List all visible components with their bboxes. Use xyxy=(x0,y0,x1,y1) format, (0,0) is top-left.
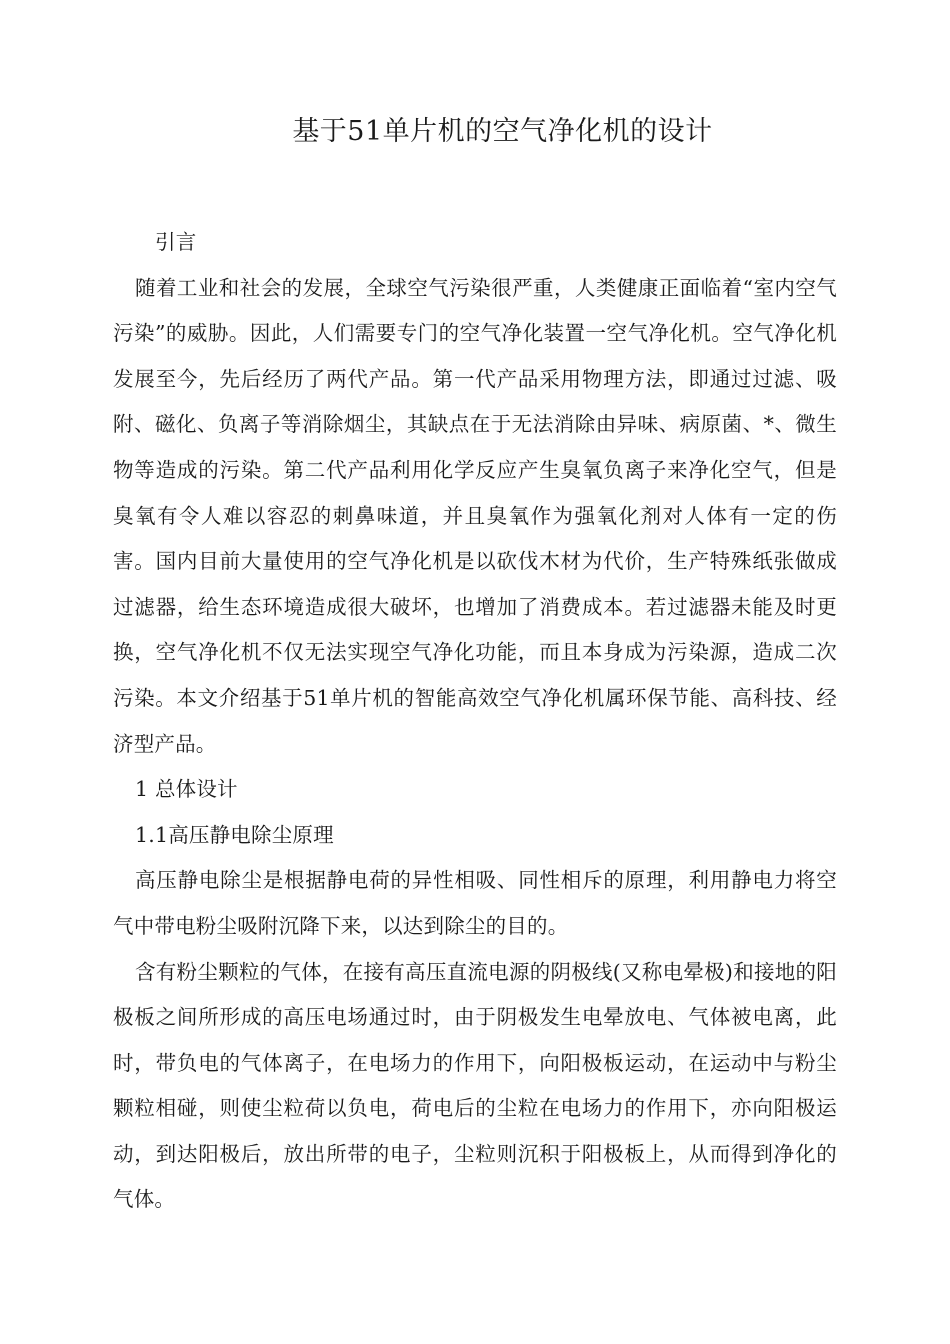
intro-paragraph: 随着工业和社会的发展，全球空气污染很严重，人类健康正面临着“室内空气污染”的威胁。因此，人们需要专门的空气净化装置一空气净化机。空气净化机发展至今，先后经历了两代产品。第一代产品采用物理方法，即通过过滤、吸附、磁化、负离子等消除烟尘，其缺点在于无法消除由异味、病原菌、*、微生物等造成的污染。第二代产品利用化学反应产生臭氧负离子来净化空气，但是臭氧有令人难以容忍的刺鼻味道，并且臭氧作为强氧化剂对人体有一定的伤害。国内目前大量使用的空气净化机是以砍伐木材为代价，生产特殊纸张做成过滤器，给生态环境造成很大破坏，也增加了消费成本。若过滤器未能及时更换，空气净化机不仅无法实现空气净化功能，而且本身成为污染源，造成二次污染。本文介绍基于51单片机的智能高效空气净化机属环保节能、高科技、经济型产品。 xyxy=(113,275,837,756)
intro-heading: 引言 xyxy=(155,230,197,254)
document-body xyxy=(113,220,837,1223)
principle-paragraph: 高压静电除尘是根据静电荷的异性相吸、同性相斥的原理，利用静电力将空气中带电粉尘吸附沉降下来，以达到除尘的目的。 xyxy=(113,868,837,938)
document-title: 基于51单片机的空气净化机的设计 xyxy=(292,116,713,147)
process-paragraph: 含有粉尘颗粒的气体，在接有高压直流电源的阴极线(又称电晕极)和接地的阳极板之间所形成的高压电场通过时，由于阴极发生电晕放电、气体被电离，此时，带负电的气体离子，在电场力的作用下，向阳极板运动，在运动中与粉尘颗粒相碰，则使尘粒荷以负电，荷电后的尘粒在电场力的作用下，亦向阳极运动，到达阳极后，放出所带的电子，尘粒则沉积于阳极板上，从而得到净化的气体。 xyxy=(113,959,837,1212)
section-1-heading: 1 总体设计 xyxy=(135,777,238,802)
section-1-1-heading: 1.1高压静电除尘原理 xyxy=(135,822,334,847)
